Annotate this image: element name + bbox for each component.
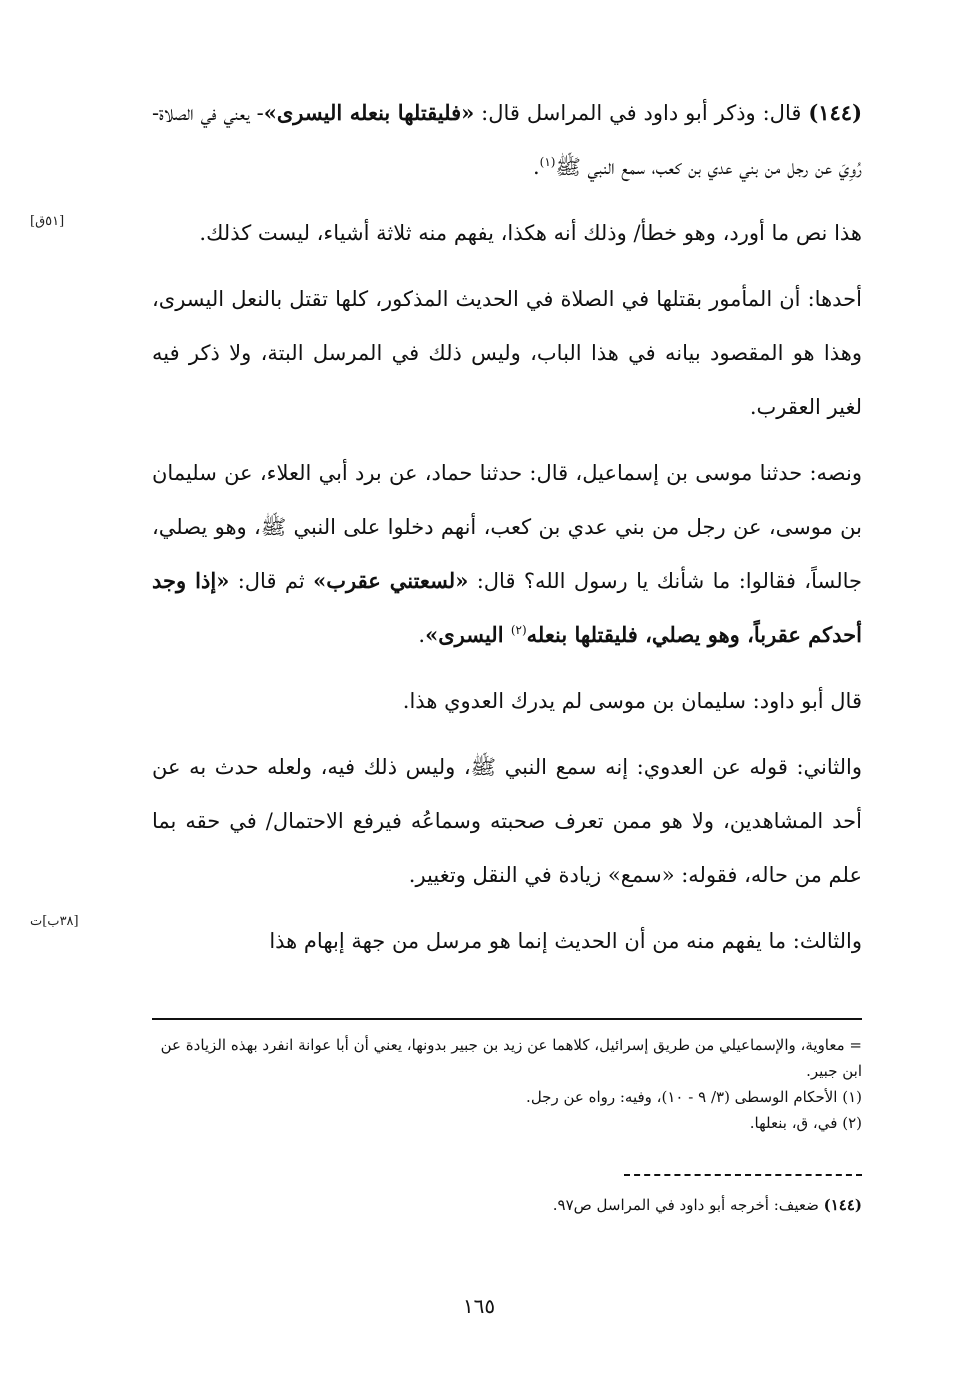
paragraph-text: ونصه: حدثنا موسى بن إسماعيل، قال: حدثنا حماد، عن برد أبي العلاء، عن سليمان بن موسى، عن رجل من بني عدي بن كعب، أنهم دخلوا على النبي ﷺ، وهو يصلي، جالساً، فقالوا: ما شأنك يا رسول الله؟ قال: — [152, 461, 862, 593]
footnote-1: (١) الأحكام الوسطى (٣/ ٩ - ١٠)، وفيه: رواه عن رجل. — [526, 1088, 862, 1106]
paragraph-hadith-144 — [152, 86, 862, 194]
paragraph-5 — [152, 674, 862, 728]
paragraph-text: هذا نص ما أورد، وهو خطأ/ وذلك أنه هكذا، يفهم منه ثلاثة أشياء، ليست كذلك. — [199, 221, 862, 245]
paragraph-text: والثاني: قوله عن العدوي: إنه سمع النبي ﷺ، وليس ذلك فيه، ولعله حدث به عن أحد المشاهدين، ولا هو ممن تعرف صحبته وسماعُه فيرفع الاحتمال/ في حقه بما علم من حاله، فقوله: «سمع» زيادة في النقل وتغيير. — [152, 755, 862, 887]
footnotes — [152, 1032, 862, 1136]
footnote-2: (٢) في، ق، بنعلها. — [749, 1114, 862, 1132]
margin-note-manuscript: [٥١ق] — [30, 214, 65, 229]
paragraph-3 — [152, 272, 862, 434]
hadith-quote: اليسرى» — [425, 622, 511, 647]
footnote-continued: = معاوية، والإسماعيلي من طريق إسرائيل، كلاهما عن زيد بن جبير بدونها، يعني أن أبا عوانة انفرد بهذه الزيادة عن ابن جبير. — [160, 1036, 862, 1080]
paragraph-text: - يعني في الصلاة- رُوِيَ عن رجل من بني عدي بن كعب، سمع النبي ﷺ — [152, 101, 862, 179]
paragraph-text: والثالث: ما يفهم منه من أن الحديث إنما هو مرسل من جهة إبهام هذا — [269, 929, 862, 953]
paragraph-text: قال أبو داود: سليمان بن موسى لم يدرك العدوي هذا. — [402, 689, 862, 713]
paragraph-4 — [152, 446, 862, 662]
footnote-ref-1: (١) — [539, 155, 556, 169]
paragraph-text: . — [532, 155, 540, 179]
paragraph-text: قال: وذكر أبو داود في المراسل قال: — [474, 101, 809, 125]
footnote-ref-2: (٢) — [510, 623, 527, 637]
hadith-quote: «لسعتني عقرب» — [313, 568, 469, 593]
paragraph-text: ثم قال: — [229, 569, 314, 593]
paragraph-7 — [152, 914, 862, 968]
main-text — [152, 86, 862, 980]
takhrij-note — [152, 1192, 862, 1218]
hadith-quote: «فليقتلها بنعله اليسرى» — [263, 100, 475, 125]
paragraph-text: . — [418, 623, 426, 647]
paragraph-text: أحدها: أن المأمور بقتلها في الصلاة في الحديث المذكور، كلها تقتل بالنعل اليسرى، وهذا هو المقصود بيانه في هذا الباب، وليس ذلك في المرسل البتة، ولا ذكر فيه لغير العقرب. — [152, 287, 862, 419]
takhrij-divider — [624, 1174, 862, 1176]
footnote-divider — [152, 1018, 862, 1020]
margin-note-manuscript: [٣٨ب]ت — [30, 914, 79, 929]
takhrij-number: (١٤٤) — [823, 1196, 862, 1214]
paragraph-2 — [152, 206, 862, 260]
hadith-number: (١٤٤) — [808, 100, 863, 125]
paragraph-6 — [152, 740, 862, 902]
page-number: ١٦٥ — [462, 1294, 496, 1318]
takhrij-text: ضعيف: أخرجه أبو داود في المراسل ص٩٧. — [552, 1196, 824, 1214]
hadith-quote: «إذا وجد أحدكم عقرباً، وهو يصلي، فليقتلها بنعله — [152, 568, 862, 647]
